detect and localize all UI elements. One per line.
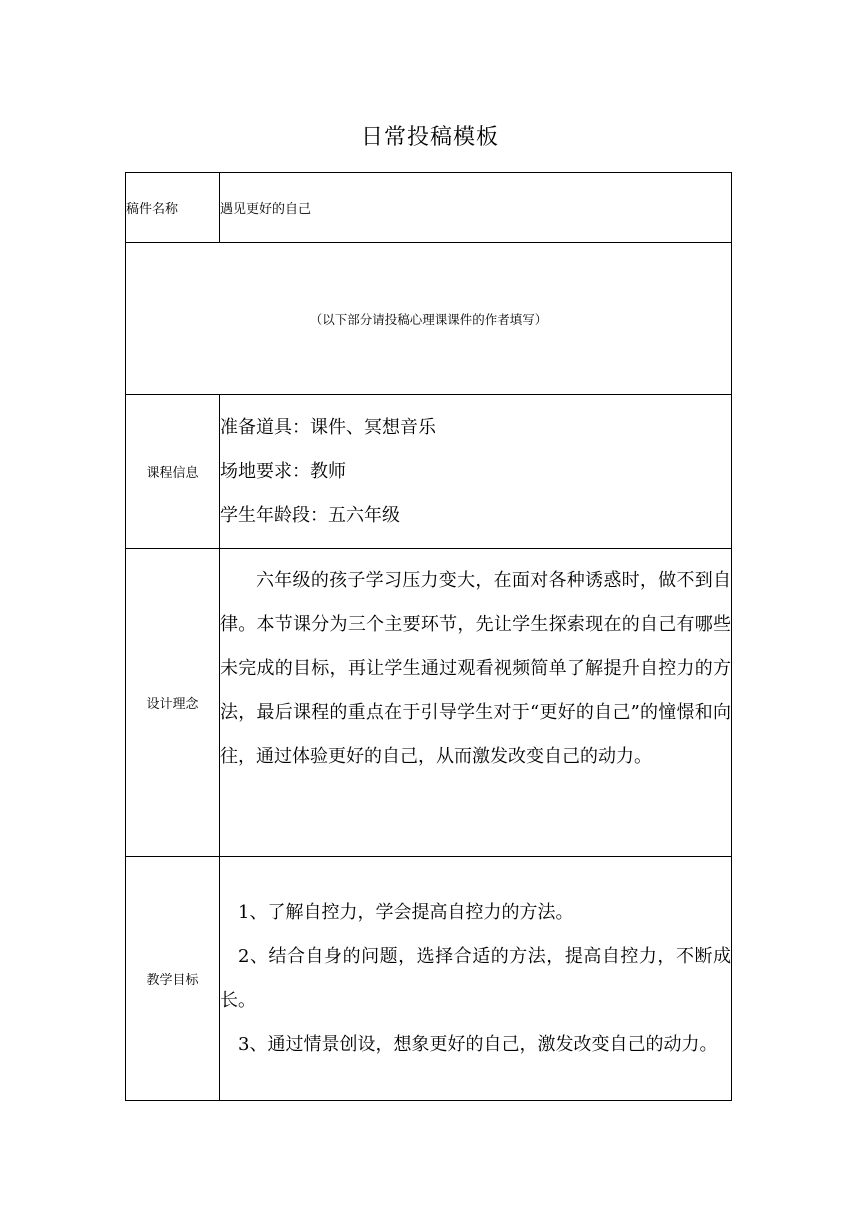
course-info-venue: 场地要求：教师 <box>220 460 346 482</box>
objectives-content <box>220 857 732 1101</box>
course-info-content <box>220 395 732 549</box>
design-text: 六年级的孩子学习压力变大，在面对各种诱惑时，做不到自律。本节课分为三个主要环节，先让学生探索现在的自己有哪些未完成的目标，再让学生通过观看视频简单了解提升自控力的方法，最后课程的重点在于引导学生对于“更好的自己”的憧憬和向往，通过体验更好的自己，从而激发改变自己的动力。 <box>220 570 731 767</box>
objective-item-3: 3、通过情景创设，想象更好的自己，激发改变自己的动力。 <box>238 1033 718 1055</box>
course-info-row <box>126 395 732 549</box>
course-info-label: 课程信息 <box>126 395 220 549</box>
objective-item-1: 1、了解自控力，学会提高自控力的方法。 <box>238 901 574 923</box>
objectives-label: 教学目标 <box>126 857 220 1101</box>
manuscript-row <box>126 173 732 243</box>
design-row <box>126 549 732 857</box>
manuscript-label: 稿件名称 <box>126 173 220 243</box>
course-info-props: 准备道具：课件、冥想音乐 <box>220 416 436 438</box>
design-label: 设计理念 <box>126 549 220 857</box>
author-note: （以下部分请投稿心理课课件的作者填写） <box>126 243 732 395</box>
course-info-age: 学生年龄段：五六年级 <box>220 504 400 526</box>
submission-form-table <box>125 172 732 1101</box>
objectives-row <box>126 857 732 1101</box>
manuscript-value: 遇见更好的自己 <box>220 173 732 243</box>
design-content <box>220 549 732 857</box>
objective-item-2: 2、结合自身的问题，选择合适的方法，提高自控力，不断成长。 <box>220 945 731 1011</box>
note-row <box>126 243 732 395</box>
page-title: 日常投稿模板 <box>360 125 499 150</box>
